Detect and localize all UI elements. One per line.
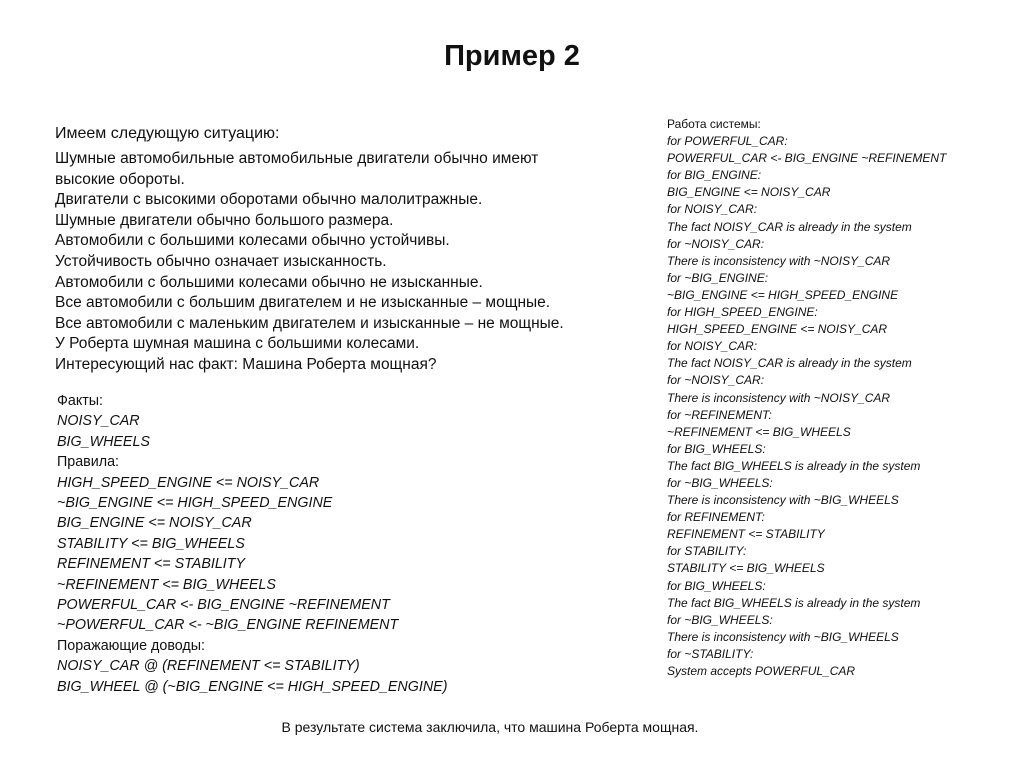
defeaters-header: Поражающие доводы: [57, 637, 205, 654]
log-line: REFINEMENT <= STABILITY [667, 527, 825, 542]
rule-item: POWERFUL_CAR <- BIG_ENGINE ~REFINEMENT [57, 597, 390, 614]
system-log [667, 116, 946, 680]
log-line: System accepts POWERFUL_CAR [667, 664, 856, 678]
rule-item: ~POWERFUL_CAR <- ~BIG_ENGINE REFINEMENT [57, 617, 399, 634]
rule-item: REFINEMENT <= STABILITY [57, 556, 246, 573]
log-line: for ~BIG_ENGINE: [667, 270, 769, 285]
situation-line: Шумные автомобильные автомобильные двигатели обычно имеют [55, 150, 539, 167]
fact-item: BIG_WHEELS [57, 433, 150, 450]
defeater-item: NOISY_CAR @ (REFINEMENT <= STABILITY) [57, 658, 360, 675]
log-line: POWERFUL_CAR <- BIG_ENGINE ~REFINEMENT [667, 151, 947, 166]
log-line: The fact BIG_WHEELS is already in the system [667, 595, 921, 610]
rules-header: Правила: [57, 454, 120, 471]
log-line: HIGH_SPEED_ENGINE <= NOISY_CAR [667, 322, 888, 337]
fact-item: NOISY_CAR [57, 413, 140, 430]
log-line: for BIG_WHEELS: [667, 441, 766, 456]
log-line: for ~STABILITY: [667, 646, 754, 661]
log-line: for ~NOISY_CAR: [667, 236, 765, 251]
situation-line: Все автомобили с маленьким двигателем и изысканные – не мощные. [55, 314, 564, 332]
log-line: for ~BIG_WHEELS: [667, 475, 773, 490]
situation-line: Все автомобили с большим двигателем и не изысканные – мощные. [55, 294, 551, 312]
defeater-item: BIG_WHEEL @ (~BIG_ENGINE <= HIGH_SPEED_ENGINE) [57, 678, 448, 695]
log-line: for BIG_WHEELS: [667, 578, 766, 593]
log-line: ~REFINEMENT <= BIG_WHEELS [667, 424, 851, 439]
log-line: The fact NOISY_CAR is already in the system [667, 219, 912, 234]
log-line: for NOISY_CAR: [667, 339, 758, 354]
rule-item: ~REFINEMENT <= BIG_WHEELS [57, 576, 276, 593]
log-line: STABILITY <= BIG_WHEELS [667, 561, 825, 576]
log-line: There is inconsistency with ~BIG_WHEELS [667, 493, 899, 508]
situation-line: Автомобили с большими колесами обычно не изысканные. [55, 273, 483, 291]
log-line: for HIGH_SPEED_ENGINE: [667, 305, 818, 320]
situation-list [55, 149, 655, 376]
log-line: for BIG_ENGINE: [667, 168, 762, 183]
situation-line: Устойчивость обычно означает изысканность. [55, 252, 387, 270]
situation-line: Двигатели с высокими оборотами обычно малолитражные. [55, 191, 483, 209]
situation-line: Автомобили с большими колесами обычно устойчивы. [55, 232, 450, 250]
situation-line: высокие обороты. [55, 170, 185, 188]
log-line: for ~BIG_WHEELS: [667, 612, 773, 627]
situation-line: Шумные двигатели обычно большого размера. [55, 211, 394, 229]
rule-item: HIGH_SPEED_ENGINE <= NOISY_CAR [57, 474, 320, 491]
log-lines [667, 133, 946, 680]
log-line: There is inconsistency with ~BIG_WHEELS [667, 629, 899, 644]
situation-line: Интересующий нас факт: Машина Роберта мощная? [55, 355, 437, 373]
knowledge-base [57, 391, 447, 697]
log-line: BIG_ENGINE <= NOISY_CAR [667, 185, 831, 200]
rule-item: BIG_ENGINE <= NOISY_CAR [57, 515, 252, 532]
rule-item: STABILITY <= BIG_WHEELS [57, 535, 245, 552]
log-line: There is inconsistency with ~NOISY_CAR [667, 390, 891, 405]
rule-item: ~BIG_ENGINE <= HIGH_SPEED_ENGINE [57, 495, 333, 512]
log-line: for POWERFUL_CAR: [667, 134, 788, 149]
log-line: for NOISY_CAR: [667, 202, 758, 217]
facts-header: Факты: [57, 393, 104, 409]
conclusion-text: В результате система заключила, что машина Роберта мощная. [281, 719, 699, 735]
situation-line: У Роберта шумная машина с большими колесами. [55, 335, 420, 353]
log-line: There is inconsistency with ~NOISY_CAR [667, 253, 891, 268]
log-line: for STABILITY: [667, 544, 747, 559]
log-line: for REFINEMENT: [667, 510, 765, 525]
log-line: The fact NOISY_CAR is already in the system [667, 356, 912, 371]
log-line: ~BIG_ENGINE <= HIGH_SPEED_ENGINE [667, 287, 899, 302]
intro-text: Имеем следующую ситуацию: [55, 125, 280, 142]
log-line: for ~REFINEMENT: [667, 407, 772, 422]
slide-title: Пример 2 [444, 40, 580, 72]
log-line: The fact BIG_WHEELS is already in the system [667, 458, 921, 473]
log-header: Работа системы: [667, 117, 761, 131]
log-line: for ~NOISY_CAR: [667, 373, 765, 388]
